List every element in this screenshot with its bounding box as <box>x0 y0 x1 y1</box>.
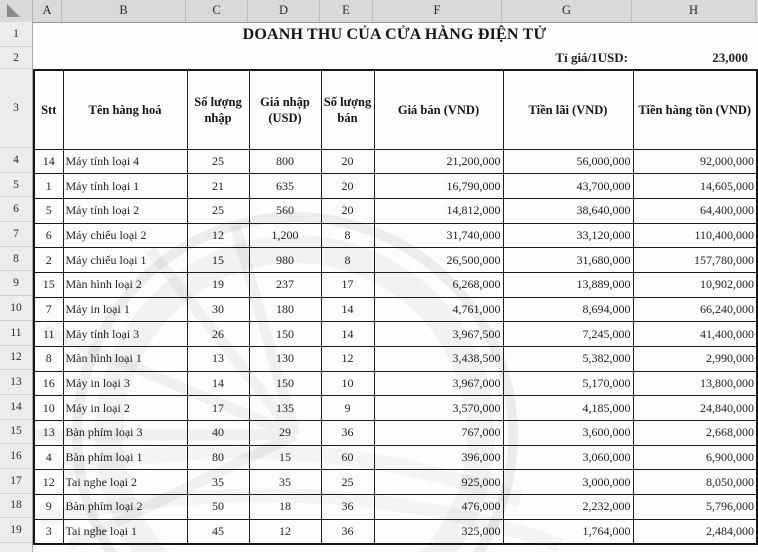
cell-d9[interactable]: 237 <box>249 272 321 297</box>
table-row <box>34 174 757 199</box>
cell-g12[interactable]: 5,382,000 <box>503 347 633 372</box>
table-row <box>34 470 757 495</box>
cell-g17[interactable]: 3,000,000 <box>503 470 633 495</box>
cell-c10[interactable]: 30 <box>187 297 249 322</box>
table-row <box>34 495 757 520</box>
cell-h11[interactable]: 41,400,000 <box>633 322 757 347</box>
cell-a16[interactable]: 4 <box>34 445 63 470</box>
cell-b11[interactable]: Máy tính loại 3 <box>63 322 187 347</box>
table-row <box>34 248 757 273</box>
cell-g16[interactable]: 3,060,000 <box>503 445 633 470</box>
cell-c12[interactable]: 13 <box>187 347 249 372</box>
cell-h17[interactable]: 8,050,000 <box>633 470 757 495</box>
cell-f12[interactable]: 3,438,500 <box>374 347 503 372</box>
cell-H2[interactable]: 23,000 <box>712 50 748 65</box>
cell-e9[interactable]: 17 <box>321 272 374 297</box>
cell-c15[interactable]: 40 <box>187 421 249 446</box>
select-all-corner[interactable] <box>0 0 33 22</box>
row-header-4[interactable]: 4 <box>0 148 32 173</box>
sheet-content <box>33 22 756 545</box>
cell-a5[interactable]: 1 <box>34 174 63 199</box>
row-header-6[interactable]: 6 <box>0 197 32 222</box>
cell-c14[interactable]: 17 <box>187 396 249 421</box>
cell-e19[interactable]: 36 <box>321 519 374 544</box>
cell-c6[interactable]: 25 <box>187 198 249 223</box>
row-header-12[interactable]: 12 <box>0 346 32 371</box>
cell-e14[interactable]: 9 <box>321 396 374 421</box>
cell-a18[interactable]: 9 <box>34 495 63 520</box>
cell-c17[interactable]: 35 <box>187 470 249 495</box>
cell-g14[interactable]: 4,185,000 <box>503 396 633 421</box>
row-header-15[interactable]: 15 <box>0 420 32 445</box>
cell-g15[interactable]: 3,600,000 <box>503 421 633 446</box>
cell-d18[interactable]: 18 <box>249 495 321 520</box>
cell-h8[interactable]: 157,780,000 <box>633 248 757 273</box>
table-row <box>34 347 757 372</box>
cell-d11[interactable]: 150 <box>249 322 321 347</box>
row-header-14[interactable]: 14 <box>0 395 32 420</box>
cell-h19[interactable]: 2,484,000 <box>633 519 757 544</box>
cell-h4[interactable]: 92,000,000 <box>633 149 757 174</box>
row-header-19[interactable]: 19 <box>0 518 32 543</box>
cell-e8[interactable]: 8 <box>321 248 374 273</box>
cell-d19[interactable]: 12 <box>249 519 321 544</box>
cell-g10[interactable]: 8,694,000 <box>503 297 633 322</box>
header-cell-d3[interactable]: Giá nhập (USD) <box>249 70 321 149</box>
table-row <box>34 322 757 347</box>
column-header-c[interactable]: C <box>186 0 248 22</box>
cell-h13[interactable]: 13,800,000 <box>633 371 757 396</box>
row-header-3[interactable]: 3 <box>0 69 32 148</box>
cell-h7[interactable]: 110,400,000 <box>633 223 757 248</box>
row-header-16[interactable]: 16 <box>0 444 32 469</box>
cell-G2[interactable]: Tỉ giá/1USD: <box>555 50 628 65</box>
cell-e15[interactable]: 36 <box>321 421 374 446</box>
row-header-1[interactable]: 1 <box>0 22 32 47</box>
cell-c13[interactable]: 14 <box>187 371 249 396</box>
cell-e12[interactable]: 12 <box>321 347 374 372</box>
header-cell-e3[interactable]: Số lượng bán <box>321 70 374 149</box>
row-header-9[interactable]: 9 <box>0 271 32 296</box>
cell-d13[interactable]: 150 <box>249 371 321 396</box>
cell-e17[interactable]: 25 <box>321 470 374 495</box>
cell-b8[interactable]: Máy chiếu loại 1 <box>63 248 187 273</box>
cell-e4[interactable]: 20 <box>321 149 374 174</box>
cell-g8[interactable]: 31,680,000 <box>503 248 633 273</box>
cell-e11[interactable]: 14 <box>321 322 374 347</box>
cell-b15[interactable]: Bàn phím loại 3 <box>63 421 187 446</box>
cell-b6[interactable]: Máy tính loại 2 <box>63 198 187 223</box>
cell-b13[interactable]: Máy in loại 3 <box>63 371 187 396</box>
cell-e18[interactable]: 36 <box>321 495 374 520</box>
cell-f10[interactable]: 4,761,000 <box>374 297 503 322</box>
cell-a13[interactable]: 16 <box>34 371 63 396</box>
header-cell-c3[interactable]: Số lượng nhập <box>187 70 249 149</box>
header-cell-b3[interactable]: Tên hàng hoá <box>63 70 187 149</box>
exchange-rate-row <box>33 47 756 69</box>
cell-h10[interactable]: 66,240,000 <box>633 297 757 322</box>
cell-a14[interactable]: 10 <box>34 396 63 421</box>
cell-a12[interactable]: 8 <box>34 347 63 372</box>
cell-f7[interactable]: 31,740,000 <box>374 223 503 248</box>
column-header-d[interactable]: D <box>248 0 320 22</box>
table-row <box>34 223 757 248</box>
cell-f17[interactable]: 925,000 <box>374 470 503 495</box>
column-header-strip <box>0 0 758 23</box>
cell-b10[interactable]: Máy in loại 1 <box>63 297 187 322</box>
cell-h18[interactable]: 5,796,000 <box>633 495 757 520</box>
row-header-11[interactable]: 11 <box>0 321 32 346</box>
cell-d10[interactable]: 180 <box>249 297 321 322</box>
cell-b4[interactable]: Máy tính loại 4 <box>63 149 187 174</box>
cell-a8[interactable]: 2 <box>34 248 63 273</box>
cell-f11[interactable]: 3,967,500 <box>374 322 503 347</box>
header-row <box>34 70 757 149</box>
cell-c16[interactable]: 80 <box>187 445 249 470</box>
cell-d16[interactable]: 15 <box>249 445 321 470</box>
cell-f16[interactable]: 396,000 <box>374 445 503 470</box>
cell-h6[interactable]: 64,400,000 <box>633 198 757 223</box>
column-header-a[interactable]: A <box>33 0 62 22</box>
cell-c18[interactable]: 50 <box>187 495 249 520</box>
cell-f9[interactable]: 6,268,000 <box>374 272 503 297</box>
column-header-f[interactable]: F <box>373 0 502 22</box>
data-table <box>33 69 758 545</box>
cell-d14[interactable]: 135 <box>249 396 321 421</box>
cell-b7[interactable]: Máy chiếu loại 2 <box>63 223 187 248</box>
row-header-7[interactable]: 7 <box>0 222 32 247</box>
cell-g4[interactable]: 56,000,000 <box>503 149 633 174</box>
cell-a7[interactable]: 6 <box>34 223 63 248</box>
cell-d17[interactable]: 35 <box>249 470 321 495</box>
table-row <box>34 297 757 322</box>
cell-c11[interactable]: 26 <box>187 322 249 347</box>
row-header-17[interactable]: 17 <box>0 469 32 494</box>
row-header-gutter <box>0 22 33 552</box>
cell-h5[interactable]: 14,605,000 <box>633 174 757 199</box>
row-header-2[interactable]: 2 <box>0 47 32 69</box>
sheet-title: DOANH THU CỦA CỬA HÀNG ĐIỆN TỬ <box>242 25 547 43</box>
cell-b5[interactable]: Máy tính loại 1 <box>63 174 187 199</box>
table-row <box>34 396 757 421</box>
cell-d4[interactable]: 800 <box>249 149 321 174</box>
cell-g11[interactable]: 7,245,000 <box>503 322 633 347</box>
cell-c19[interactable]: 45 <box>187 519 249 544</box>
cell-d6[interactable]: 560 <box>249 198 321 223</box>
cell-e7[interactable]: 8 <box>321 223 374 248</box>
cell-h14[interactable]: 24,840,000 <box>633 396 757 421</box>
cell-a11[interactable]: 11 <box>34 322 63 347</box>
cell-g7[interactable]: 33,120,000 <box>503 223 633 248</box>
cell-g6[interactable]: 38,640,000 <box>503 198 633 223</box>
column-header-g[interactable]: G <box>502 0 632 22</box>
cell-d8[interactable]: 980 <box>249 248 321 273</box>
cell-b14[interactable]: Máy in loại 2 <box>63 396 187 421</box>
cell-g5[interactable]: 43,700,000 <box>503 174 633 199</box>
column-header-h[interactable]: H <box>632 0 756 22</box>
row-header-8[interactable]: 8 <box>0 247 32 272</box>
header-cell-f3[interactable]: Giá bán (VND) <box>374 70 503 149</box>
header-cell-g3[interactable]: Tiền lãi (VND) <box>503 70 633 149</box>
table-row <box>34 421 757 446</box>
table-row <box>34 445 757 470</box>
cell-d5[interactable]: 635 <box>249 174 321 199</box>
cell-e6[interactable]: 20 <box>321 198 374 223</box>
cell-e13[interactable]: 10 <box>321 371 374 396</box>
cell-c8[interactable]: 15 <box>187 248 249 273</box>
cell-f8[interactable]: 26,500,000 <box>374 248 503 273</box>
select-all-icon <box>7 4 20 17</box>
header-cell-a3[interactable]: Stt <box>34 70 63 149</box>
cell-f14[interactable]: 3,570,000 <box>374 396 503 421</box>
cell-f19[interactable]: 325,000 <box>374 519 503 544</box>
cell-d12[interactable]: 130 <box>249 347 321 372</box>
cell-h16[interactable]: 6,900,000 <box>633 445 757 470</box>
cell-f13[interactable]: 3,967,000 <box>374 371 503 396</box>
cell-a6[interactable]: 5 <box>34 198 63 223</box>
cell-b17[interactable]: Tai nghe loại 2 <box>63 470 187 495</box>
table-row <box>34 198 757 223</box>
row-header-10[interactable]: 10 <box>0 296 32 321</box>
table-row <box>34 371 757 396</box>
cell-b9[interactable]: Màn hình loại 2 <box>63 272 187 297</box>
cell-a4[interactable]: 14 <box>34 149 63 174</box>
row-header-13[interactable]: 13 <box>0 370 32 395</box>
cell-d15[interactable]: 29 <box>249 421 321 446</box>
column-header-e[interactable]: E <box>320 0 373 22</box>
cell-g18[interactable]: 2,232,000 <box>503 495 633 520</box>
cell-d7[interactable]: 1,200 <box>249 223 321 248</box>
table-row <box>34 519 757 544</box>
cell-c4[interactable]: 25 <box>187 149 249 174</box>
cell-c9[interactable]: 19 <box>187 272 249 297</box>
cell-a9[interactable]: 15 <box>34 272 63 297</box>
cell-h9[interactable]: 10,902,000 <box>633 272 757 297</box>
cell-f6[interactable]: 14,812,000 <box>374 198 503 223</box>
cell-b19[interactable]: Tai nghe loại 1 <box>63 519 187 544</box>
cell-h12[interactable]: 2,990,000 <box>633 347 757 372</box>
row-header-18[interactable]: 18 <box>0 494 32 519</box>
cell-e5[interactable]: 20 <box>321 174 374 199</box>
cell-title[interactable] <box>33 22 756 47</box>
cell-g19[interactable]: 1,764,000 <box>503 519 633 544</box>
cell-a10[interactable]: 7 <box>34 297 63 322</box>
cell-c7[interactable]: 12 <box>187 223 249 248</box>
column-header-b[interactable]: B <box>62 0 186 22</box>
row-header-5[interactable]: 5 <box>0 173 32 198</box>
cell-a17[interactable]: 12 <box>34 470 63 495</box>
cell-b16[interactable]: Bàn phím loại 1 <box>63 445 187 470</box>
cell-f4[interactable]: 21,200,000 <box>374 149 503 174</box>
cell-f15[interactable]: 767,000 <box>374 421 503 446</box>
cell-a19[interactable]: 3 <box>34 519 63 544</box>
cell-f18[interactable]: 476,000 <box>374 495 503 520</box>
table-row <box>34 149 757 174</box>
cell-g13[interactable]: 5,170,000 <box>503 371 633 396</box>
cell-h15[interactable]: 2,668,000 <box>633 421 757 446</box>
cell-e10[interactable]: 14 <box>321 297 374 322</box>
cell-f5[interactable]: 16,790,000 <box>374 174 503 199</box>
cell-e16[interactable]: 60 <box>321 445 374 470</box>
cell-b12[interactable]: Màn hình loại 1 <box>63 347 187 372</box>
cell-g9[interactable]: 13,889,000 <box>503 272 633 297</box>
cell-b18[interactable]: Bàn phím loại 2 <box>63 495 187 520</box>
cell-a15[interactable]: 13 <box>34 421 63 446</box>
header-cell-h3[interactable]: Tiền hàng tồn (VND) <box>633 70 757 149</box>
table-row <box>34 272 757 297</box>
cell-c5[interactable]: 21 <box>187 174 249 199</box>
